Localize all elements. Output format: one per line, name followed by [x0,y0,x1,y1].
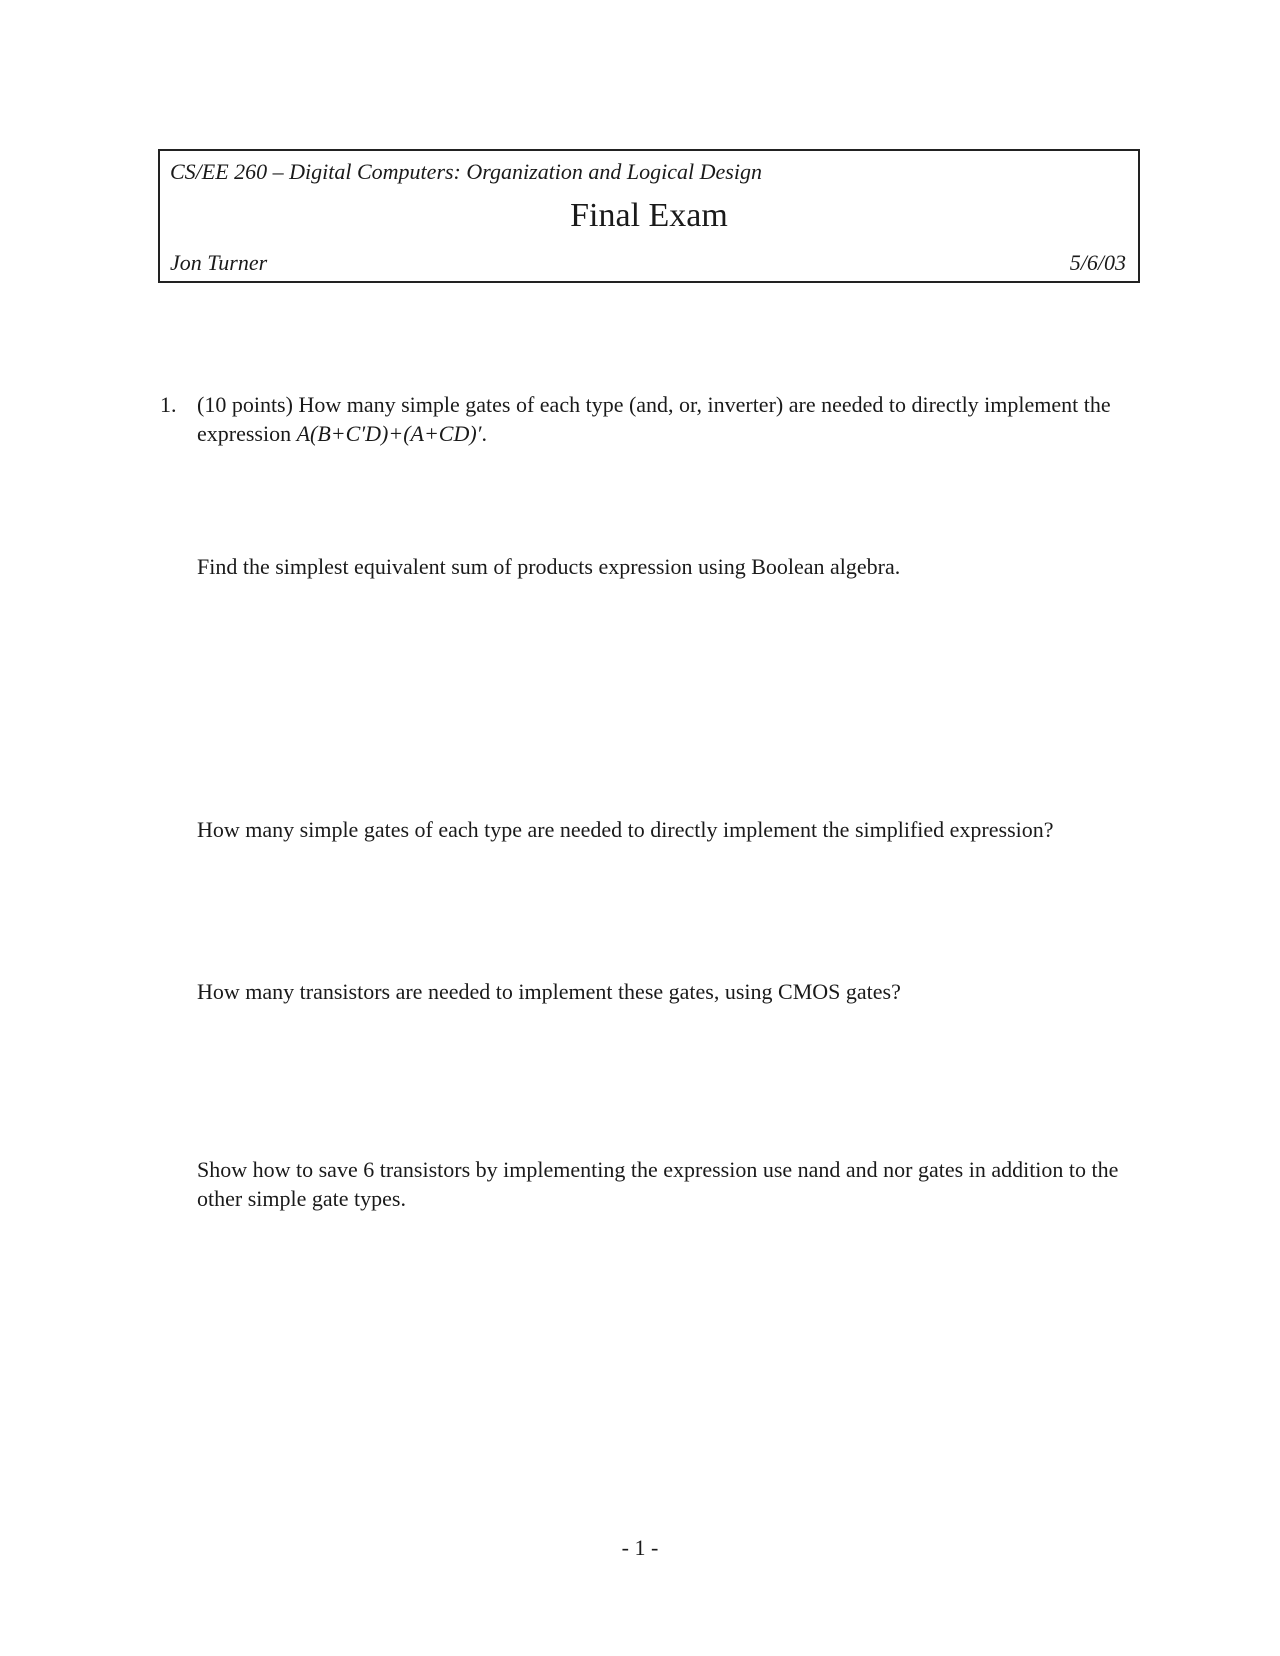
question-1-text: (10 points) How many simple gates of each type (and, or, inverter) are needed to directly implement the expression [197,392,1111,446]
question-1-part-c: How many transistors are needed to implement these gates, using CMOS gates? [197,979,901,1004]
exam-title: Final Exam [570,197,728,234]
instructor-name: Jon Turner [170,250,268,275]
course-title: CS/EE 260 – Digital Computers: Organization and Logical Design [170,159,762,184]
question-1-period: . [481,421,487,446]
question-number: 1. [160,392,177,417]
exam-header [158,149,1140,283]
page-number: - 1 - [621,1535,659,1560]
question-1-part-b: How many simple gates of each type are needed to directly implement the simplified expression? [197,817,1054,842]
exam-date: 5/6/03 [1069,250,1126,275]
question-1-part-a: Find the simplest equivalent sum of products expression using Boolean algebra. [197,554,901,579]
question-1-prompt [197,390,1120,448]
question-1-part-d: Show how to save 6 transistors by implementing the expression use nand and nor gates in addition to the other simple gate types. [197,1157,1119,1211]
boolean-expression: A(B+C′D)+(A+CD)′ [296,421,482,446]
